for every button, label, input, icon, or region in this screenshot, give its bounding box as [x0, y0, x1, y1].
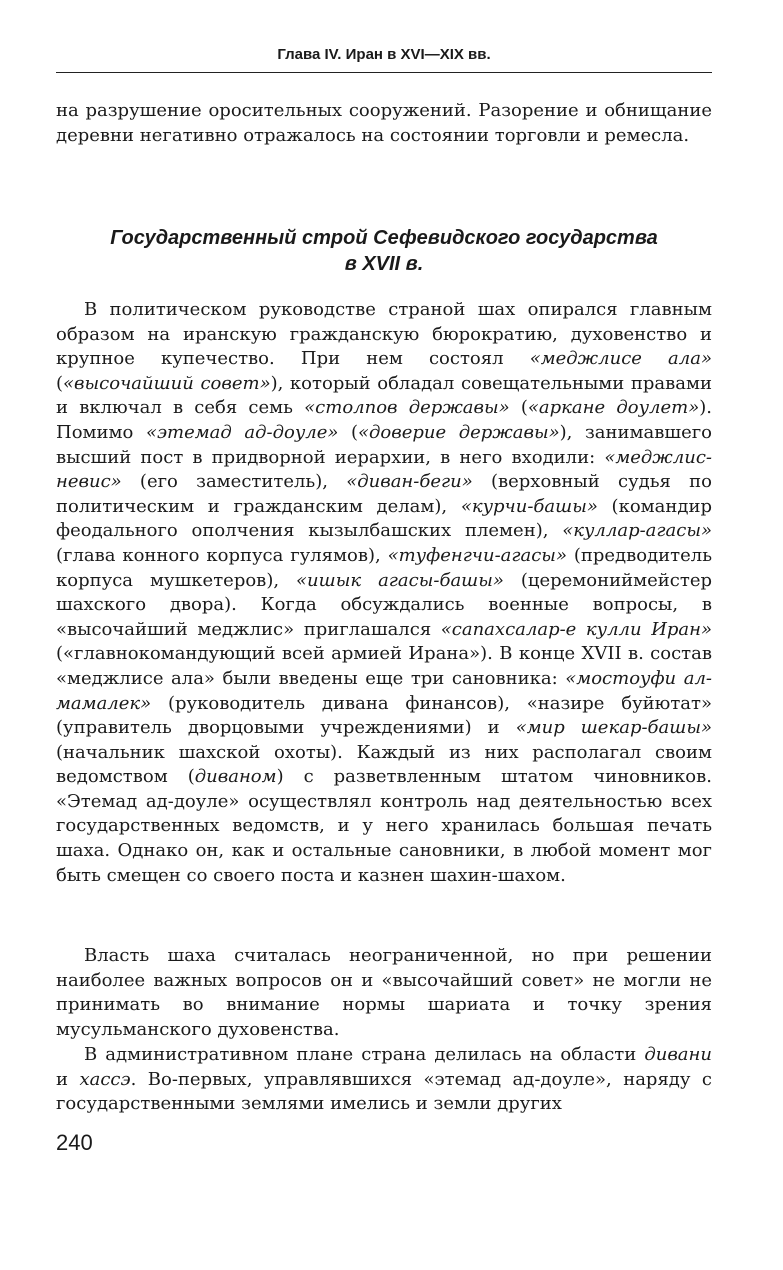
term: «столпов державы»: [304, 397, 510, 419]
page-number: 240: [56, 1130, 93, 1155]
section-heading: [56, 225, 712, 277]
text-run: (церемониймейстер шахского двора). Когда обсуждались военные вопросы, в «высочайший меджлис» приглашался: [56, 569, 712, 640]
text-run: (глава конного корпуса гулямов),: [56, 544, 388, 566]
term: диваном: [194, 766, 277, 788]
text-run: (: [338, 421, 358, 443]
text-run: (: [56, 372, 64, 394]
term: «мир шекар-башы»: [515, 717, 712, 739]
text-run: и: [56, 1068, 80, 1090]
text-run: ) с разветвленным штатом чиновников. «Этемад ад-доуле» осуществлял контроль над деятельностью всех государственных ведомств, и у него хранилась большая печать шаха. Однако он, как и остальные сановники, в любой момент мог быть смещен со своего поста и казнен шахин-шахом.: [56, 766, 712, 886]
text-run: ). Помимо: [56, 397, 712, 443]
term: «меджлисе ала»: [529, 348, 712, 370]
term: «доверие державы»: [358, 421, 560, 443]
text-run: (руководитель дивана финансов), «назире буйютат» (управитель дворцовыми учреждениями) и: [56, 692, 712, 739]
term: «мостоуфи ал-мамалек»: [56, 667, 712, 714]
header-rule: [56, 72, 712, 73]
text-run: (командир феодального ополчения кызылбашских племен),: [56, 495, 712, 542]
paragraph-shah-power: Власть шаха считалась неограниченной, но при решении наиболее важных вопросов он и «высочайший совет» не могли не принимать во внимание нормы шариата и точку зрения мусульманского духовенства.: [56, 945, 712, 1040]
text-run: (его заместитель),: [121, 471, 347, 493]
text-run: (: [509, 397, 528, 419]
text-run: В политическом руководстве страной шах опирался главным образом на иранскую гражданскую бюрократию, духовенство и крупное купечество. При нем состоял: [56, 299, 712, 370]
text-run: . Во-первых, управлявшихся «этемад ад-доуле», наряду с государственными землями имелись и земли других: [56, 1068, 713, 1115]
intro-paragraph: на разрушение оросительных сооружений. Разорение и обнищание деревни негативно отражалось на состоянии торговли и ремесла.: [56, 100, 712, 146]
term: «этемад ад-доуле»: [145, 421, 339, 443]
text-run: (начальник шахской охоты). Каждый из них располагал своим ведомством (: [56, 741, 712, 788]
section-heading-line1: Государственный строй Сефевидского государства: [110, 227, 658, 249]
text-run: ), занимавшего высший пост в придворной иерархии, в него входили:: [56, 421, 713, 468]
text-run: (предводитель корпуса мушкетеров),: [56, 544, 712, 591]
text-run: В административном плане страна делилась на области: [84, 1044, 645, 1065]
paragraph-council: [56, 298, 712, 888]
paragraph-administration: [56, 1043, 712, 1117]
term: «куллар-агасы»: [562, 520, 712, 542]
running-header: Глава IV. Иран в XVI—XIX вв.: [277, 46, 491, 63]
term: «аркане доулет»: [527, 397, 700, 419]
term: «курчи-башы»: [460, 495, 598, 517]
term: хассэ: [79, 1068, 131, 1090]
term: «меджлис-невис»: [56, 446, 712, 493]
text-run: ), который обладал совещательными правами и включал в себя семь: [56, 372, 712, 419]
term: «сапахсалар-е кулли Иран»: [440, 618, 713, 640]
text-run: («главнокомандующий всей армией Ирана»). В конце XVII в. состав «меджлисе ала» были введены еще три сановника:: [56, 643, 712, 689]
section-heading-line2: в XVII в.: [344, 253, 424, 275]
term: «диван-беги»: [346, 471, 473, 493]
term: «туфенгчи-агасы»: [387, 544, 567, 566]
term: «высочайший совет»: [63, 372, 271, 394]
term: дивани: [644, 1044, 712, 1065]
text-run: (верховный судья по политическим и гражданским делам),: [56, 471, 712, 517]
term: «ишык агасы-башы»: [296, 569, 504, 591]
